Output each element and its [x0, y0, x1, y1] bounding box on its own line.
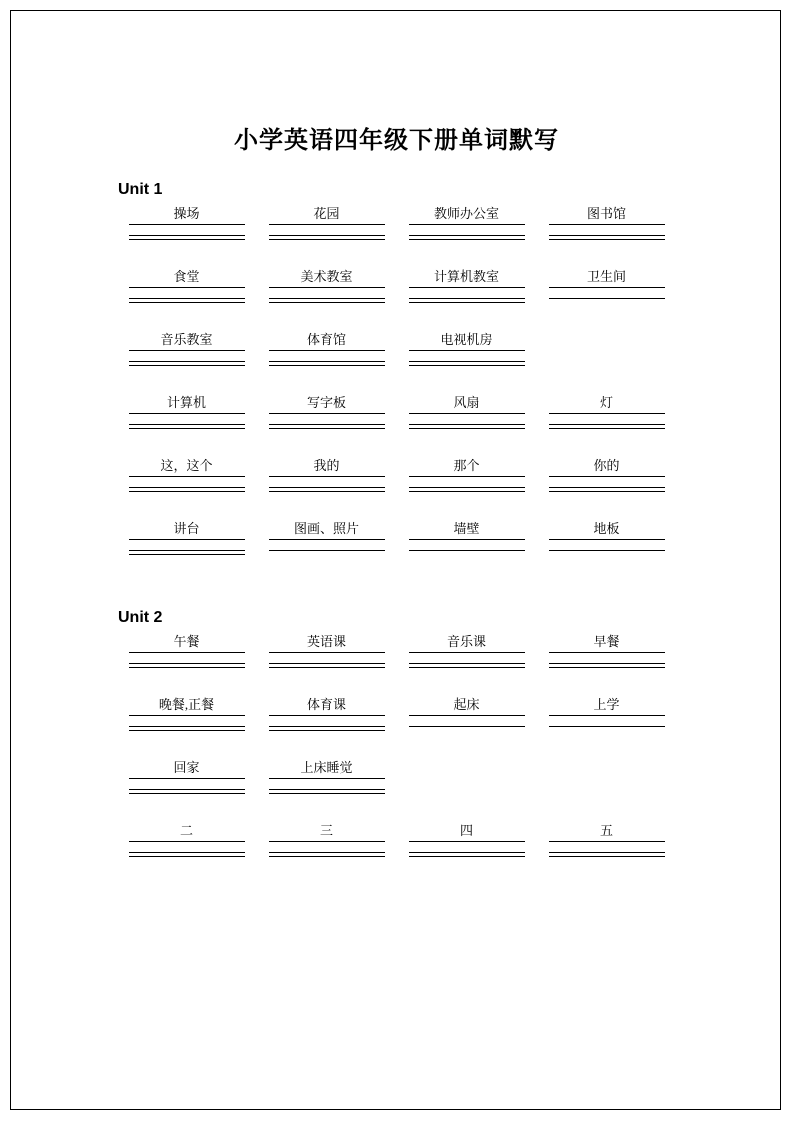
writing-lines[interactable] — [549, 841, 665, 860]
worksheet-cell — [117, 457, 257, 520]
worksheet-cell — [397, 633, 537, 696]
worksheet-cell — [117, 268, 257, 331]
writing-lines[interactable] — [129, 287, 245, 306]
worksheet-cell — [537, 205, 677, 268]
word-prompt: 音乐教室 — [160, 332, 213, 347]
word-prompt: 回家 — [173, 760, 200, 775]
writing-lines[interactable] — [409, 539, 525, 554]
word-prompt: 图书馆 — [586, 206, 626, 221]
word-prompt: 起床 — [453, 697, 480, 712]
writing-lines[interactable] — [129, 841, 245, 860]
word-prompt: 三 — [319, 823, 333, 838]
worksheet-cell — [117, 205, 257, 268]
worksheet-cell — [117, 759, 257, 822]
writing-lines[interactable] — [129, 539, 245, 558]
worksheet-cell — [397, 331, 537, 394]
worksheet-cell — [117, 394, 257, 457]
writing-lines[interactable] — [549, 224, 665, 243]
worksheet-cell — [537, 759, 677, 822]
writing-lines[interactable] — [409, 413, 525, 432]
worksheet-cell — [117, 520, 257, 583]
writing-lines[interactable] — [269, 413, 385, 432]
word-prompt: 教师办公室 — [433, 206, 499, 221]
writing-lines[interactable] — [549, 413, 665, 432]
worksheet-cell — [537, 394, 677, 457]
worksheet-cell — [257, 759, 397, 822]
word-prompt: 那个 — [453, 458, 480, 473]
writing-lines[interactable] — [269, 287, 385, 306]
writing-lines[interactable] — [269, 350, 385, 369]
word-prompt: 花园 — [313, 206, 340, 221]
word-prompt: 食堂 — [173, 269, 200, 284]
word-prompt: 图画、照片 — [293, 521, 359, 536]
writing-lines[interactable] — [269, 476, 385, 495]
worksheet-cell — [257, 205, 397, 268]
worksheet-cell — [397, 394, 537, 457]
worksheet-cell — [257, 394, 397, 457]
word-prompt: 操场 — [173, 206, 200, 221]
word-prompt: 四 — [459, 823, 473, 838]
writing-lines[interactable] — [269, 778, 385, 797]
unit-heading-2: Unit 2 — [118, 609, 163, 626]
writing-lines[interactable] — [129, 413, 245, 432]
word-prompt: 讲台 — [173, 521, 200, 536]
writing-lines[interactable] — [549, 715, 665, 730]
word-prompt: 地板 — [593, 521, 620, 536]
worksheet-cell — [117, 822, 257, 885]
worksheet-cell — [257, 268, 397, 331]
writing-lines[interactable] — [409, 652, 525, 671]
worksheet-cell — [397, 759, 537, 822]
writing-lines[interactable] — [269, 224, 385, 243]
worksheet-cell — [537, 457, 677, 520]
word-prompt: 上学 — [593, 697, 620, 712]
page-title: 小学英语四年级下册单词默写 — [234, 128, 559, 154]
word-prompt: 计算机教室 — [433, 269, 499, 284]
word-prompt: 墙壁 — [453, 521, 480, 536]
worksheet-cell — [257, 457, 397, 520]
worksheet-cell — [257, 520, 397, 583]
worksheet-cell — [397, 268, 537, 331]
worksheet-grid-unit-1 — [117, 205, 677, 583]
word-prompt: 五 — [599, 823, 613, 838]
writing-lines[interactable] — [129, 350, 245, 369]
word-prompt: 晚餐,正餐 — [158, 697, 215, 712]
word-prompt: 这，这个 — [160, 458, 213, 473]
word-prompt: 卫生间 — [586, 269, 626, 284]
writing-lines[interactable] — [409, 715, 525, 730]
word-prompt: 我的 — [313, 458, 340, 473]
worksheet-cell — [397, 457, 537, 520]
writing-lines[interactable] — [409, 350, 525, 369]
worksheet-cell — [257, 696, 397, 759]
worksheet-cell — [117, 633, 257, 696]
unit-heading-1: Unit 1 — [118, 181, 163, 198]
writing-lines[interactable] — [269, 715, 385, 734]
worksheet-grid-unit-2 — [117, 633, 677, 885]
word-prompt: 二 — [179, 823, 193, 838]
worksheet-cell — [257, 822, 397, 885]
worksheet-cell — [397, 205, 537, 268]
writing-lines[interactable] — [409, 476, 525, 495]
writing-lines[interactable] — [549, 287, 665, 302]
worksheet-cell — [537, 268, 677, 331]
writing-lines[interactable] — [269, 652, 385, 671]
word-prompt: 计算机 — [166, 395, 206, 410]
writing-lines[interactable] — [129, 652, 245, 671]
word-prompt: 你的 — [593, 458, 620, 473]
worksheet-cell — [537, 633, 677, 696]
worksheet-cell — [397, 520, 537, 583]
writing-lines[interactable] — [409, 287, 525, 306]
writing-lines[interactable] — [549, 476, 665, 495]
worksheet-cell — [537, 696, 677, 759]
writing-lines[interactable] — [129, 715, 245, 734]
word-prompt: 美术教室 — [300, 269, 353, 284]
writing-lines[interactable] — [269, 539, 385, 554]
word-prompt: 英语课 — [306, 634, 346, 649]
writing-lines[interactable] — [129, 476, 245, 495]
word-prompt: 早餐 — [593, 634, 620, 649]
writing-lines[interactable] — [409, 841, 525, 860]
writing-lines[interactable] — [549, 539, 665, 554]
word-prompt: 音乐课 — [446, 634, 486, 649]
writing-lines[interactable] — [129, 778, 245, 797]
worksheet-cell — [257, 633, 397, 696]
word-prompt: 灯 — [599, 395, 613, 410]
writing-lines[interactable] — [129, 224, 245, 243]
word-prompt: 电视机房 — [440, 332, 493, 347]
worksheet-cell — [257, 331, 397, 394]
word-prompt: 上床睡觉 — [300, 760, 353, 775]
writing-lines[interactable] — [269, 841, 385, 860]
worksheet-cell — [537, 520, 677, 583]
worksheet-cell — [397, 696, 537, 759]
worksheet-cell — [537, 331, 677, 394]
writing-lines[interactable] — [549, 652, 665, 671]
word-prompt: 体育馆 — [306, 332, 346, 347]
worksheet-cell — [537, 822, 677, 885]
word-prompt: 体育课 — [306, 697, 346, 712]
writing-lines[interactable] — [409, 224, 525, 243]
word-prompt: 写字板 — [306, 395, 346, 410]
word-prompt: 午餐 — [173, 634, 200, 649]
worksheet-cell — [117, 696, 257, 759]
word-prompt: 风扇 — [453, 395, 480, 410]
worksheet-cell — [397, 822, 537, 885]
worksheet-cell — [117, 331, 257, 394]
